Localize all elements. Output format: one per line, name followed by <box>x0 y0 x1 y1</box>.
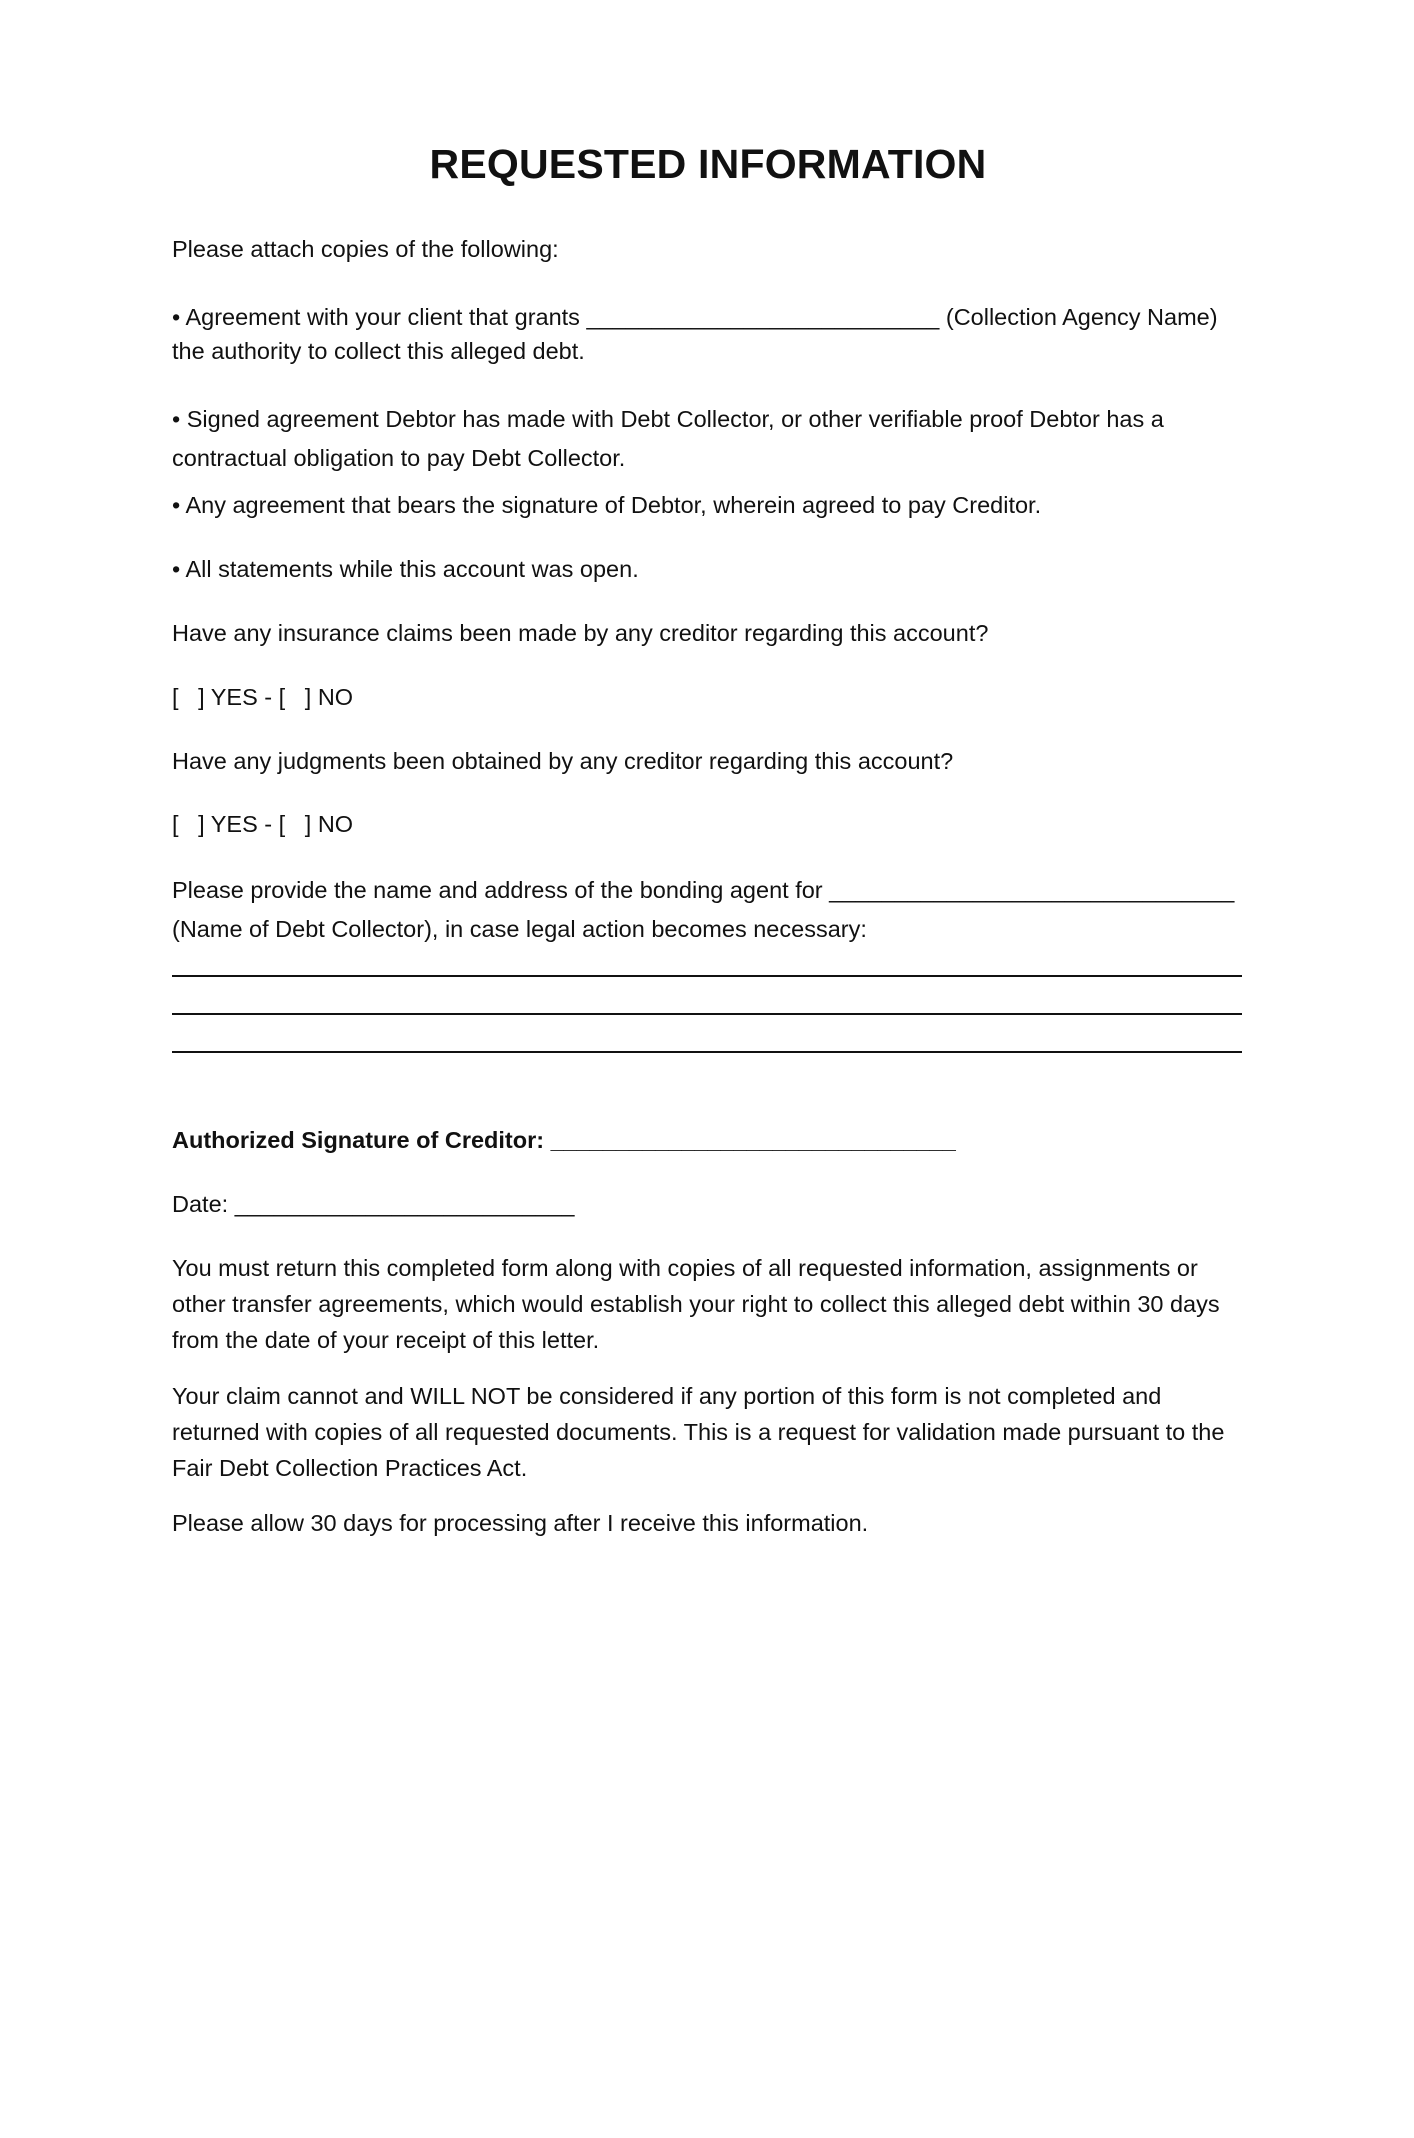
document-page <box>0 138 1414 2138</box>
bonding-agent-line-2[interactable] <box>172 977 1242 1015</box>
bonding-agent-line-1[interactable] <box>172 949 1242 977</box>
claim-notice: Your claim cannot and WILL NOT be considered if any portion of this form is not completed and returned with copies of all requested documents. This is a request for validation made pursuant to the Fair Debt Collection Practices Act. <box>172 1383 1225 1481</box>
bullet-statements: • All statements while this account was open. <box>172 556 639 582</box>
processing-notice: Please allow 30 days for processing after I receive this information. <box>172 1510 869 1536</box>
creditor-signature-field[interactable]: Authorized Signature of Creditor: _______________________________ <box>172 1127 956 1153</box>
checkbox-insurance-answer[interactable]: [ ] YES - [ ] NO <box>172 684 354 710</box>
intro-text: Please attach copies of the following: <box>172 236 559 262</box>
bonding-agent-request: Please provide the name and address of the bonding agent for _______________________________ (Name of Debt Collector), in case legal action becomes necessary: <box>172 877 1235 942</box>
return-notice: You must return this completed form along with copies of all requested information, assignments or other transfer agreements, which would establish your right to collect this alleged debt within 30 days from the date of your receipt of this letter. <box>172 1255 1220 1353</box>
bullet-agreement-authority: • Agreement with your client that grants ___________________________ (Collection Agency Name) the authority to collect this alleged debt. <box>172 304 1218 364</box>
bonding-agent-line-3[interactable] <box>172 1015 1242 1053</box>
bullet-debtor-signature: • Any agreement that bears the signature of Debtor, wherein agreed to pay Creditor. <box>172 492 1042 518</box>
checkbox-judgments-answer[interactable]: [ ] YES - [ ] NO <box>172 811 354 837</box>
question-judgments: Have any judgments been obtained by any creditor regarding this account? <box>172 748 954 774</box>
question-insurance-claims: Have any insurance claims been made by any creditor regarding this account? <box>172 620 989 646</box>
date-field[interactable]: Date: __________________________ <box>172 1191 575 1217</box>
bullet-signed-agreement: • Signed agreement Debtor has made with Debt Collector, or other verifiable proof Debtor has a contractual obligation to pay Debt Collector. <box>172 406 1164 471</box>
page-title: REQUESTED INFORMATION <box>429 141 987 187</box>
